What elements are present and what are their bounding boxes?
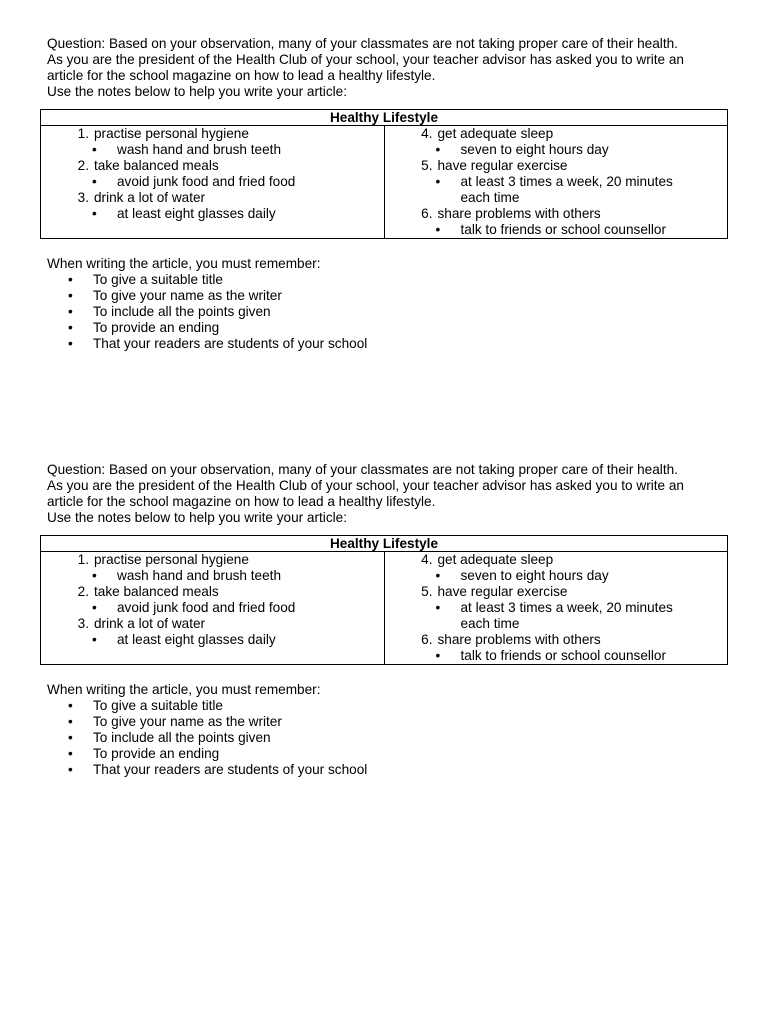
sub-point [385, 616, 728, 632]
sub-point-text: at least 3 times a week, 20 minutes [460, 600, 673, 615]
sub-point-text: wash hand and brush teeth [117, 568, 282, 583]
sub-point [385, 648, 728, 664]
note-item [41, 616, 384, 632]
note-item [41, 552, 384, 568]
bullet-icon: • [435, 600, 441, 615]
notes-column-left [41, 126, 385, 239]
list-item [47, 320, 768, 336]
note-item [41, 584, 384, 600]
reminder-text: To include all the points given [93, 304, 271, 319]
sub-point [41, 174, 384, 190]
bullet-icon: • [68, 288, 73, 303]
reminder-text: To give your name as the writer [93, 288, 282, 303]
table-title: Healthy Lifestyle [41, 536, 728, 552]
reminder-list [47, 698, 768, 778]
note-text: get adequate sleep [437, 126, 554, 141]
list-item [47, 746, 768, 762]
list-item [47, 698, 768, 714]
note-item [385, 206, 728, 222]
reminder-text: To include all the points given [93, 730, 271, 745]
bullet-icon: • [435, 142, 441, 157]
sub-point-text: talk to friends or school counsellor [460, 648, 667, 663]
sub-point-text: seven to eight hours day [460, 568, 609, 583]
sub-point-text: talk to friends or school counsellor [460, 222, 667, 237]
reminder-list [47, 272, 768, 352]
note-number: 4. [421, 552, 433, 567]
note-number: 1. [77, 126, 89, 141]
note-item [41, 158, 384, 174]
list-item [47, 336, 768, 352]
note-number: 5. [421, 158, 433, 173]
notes-column-right [384, 126, 728, 239]
bullet-icon: • [92, 174, 97, 189]
bullet-icon: • [68, 730, 73, 745]
question-line: Use the notes below to help you write your article: [47, 84, 347, 99]
question-line: As you are the president of the Health Club of your school, your teacher advisor has asked you to write an [47, 52, 684, 67]
table-title: Healthy Lifestyle [41, 110, 728, 126]
bullet-icon: • [92, 600, 97, 615]
list-item [47, 288, 768, 304]
note-item [385, 632, 728, 648]
note-item [41, 126, 384, 142]
note-number: 1. [77, 552, 89, 567]
reminder-text: To provide an ending [93, 746, 220, 761]
sub-point [41, 568, 384, 584]
reminder-text: To give your name as the writer [93, 714, 282, 729]
note-number: 5. [421, 584, 433, 599]
note-text: have regular exercise [437, 584, 568, 599]
notes-table [40, 109, 728, 239]
reminder-text: That your readers are students of your school [93, 336, 368, 351]
sub-point-text: seven to eight hours day [460, 142, 609, 157]
note-number: 2. [77, 584, 89, 599]
bullet-icon: • [92, 206, 97, 221]
sub-point-text: avoid junk food and fried food [117, 174, 296, 189]
question-line: article for the school magazine on how to lead a healthy lifestyle. [47, 68, 436, 83]
sub-point [385, 142, 728, 158]
question-line: As you are the president of the Health Club of your school, your teacher advisor has asked you to write an [47, 478, 684, 493]
note-text: share problems with others [437, 206, 601, 221]
list-item [47, 272, 768, 288]
bullet-icon: • [68, 746, 73, 761]
note-number: 6. [421, 206, 433, 221]
question-block [0, 462, 768, 778]
sub-point [385, 174, 728, 190]
sub-point-text: each time [460, 616, 520, 631]
note-item [385, 552, 728, 568]
bullet-icon: • [68, 320, 73, 335]
bullet-icon: • [68, 714, 73, 729]
sub-point [41, 600, 384, 616]
question-block [0, 36, 768, 352]
reminder-text: To give a suitable title [93, 698, 223, 713]
bullet-icon: • [92, 568, 97, 583]
note-text: practise personal hygiene [94, 126, 249, 141]
bullet-icon: • [68, 304, 73, 319]
bullet-icon: • [68, 336, 73, 351]
table-row [41, 552, 728, 665]
sub-point [385, 568, 728, 584]
note-text: have regular exercise [437, 158, 568, 173]
sub-point-text: wash hand and brush teeth [117, 142, 282, 157]
list-item [47, 714, 768, 730]
note-text: share problems with others [437, 632, 601, 647]
note-text: take balanced meals [94, 158, 219, 173]
sub-point-text: avoid junk food and fried food [117, 600, 296, 615]
bullet-icon: • [68, 698, 73, 713]
list-item [47, 762, 768, 778]
note-item [385, 584, 728, 600]
note-item [385, 126, 728, 142]
reminder-intro: When writing the article, you must remember: [47, 682, 321, 697]
reminder-text: That your readers are students of your school [93, 762, 368, 777]
sub-point [385, 600, 728, 616]
reminder-section [47, 682, 768, 778]
question-text [47, 462, 737, 526]
sub-point-text: at least 3 times a week, 20 minutes [460, 174, 673, 189]
sub-point-text: each time [460, 190, 520, 205]
question-line: Question: Based on your observation, many of your classmates are not taking proper care of their health. [47, 462, 678, 477]
sub-point [41, 632, 384, 648]
question-text [47, 36, 737, 100]
reminder-text: To give a suitable title [93, 272, 223, 287]
bullet-icon: • [435, 568, 441, 583]
bullet-icon: • [92, 632, 97, 647]
list-item [47, 730, 768, 746]
note-text: practise personal hygiene [94, 552, 249, 567]
notes-column-right [384, 552, 728, 665]
note-item [41, 190, 384, 206]
bullet-icon: • [435, 222, 441, 237]
sub-point [385, 190, 728, 206]
sub-point-text: at least eight glasses daily [117, 632, 276, 647]
question-line: article for the school magazine on how to lead a healthy lifestyle. [47, 494, 436, 509]
note-number: 6. [421, 632, 433, 647]
bullet-icon: • [435, 648, 441, 663]
notes-column-left [41, 552, 385, 665]
bullet-icon: • [435, 174, 441, 189]
sub-point [41, 206, 384, 222]
bullet-icon: • [92, 142, 97, 157]
sub-point-text: at least eight glasses daily [117, 206, 276, 221]
bullet-icon: • [68, 762, 73, 777]
note-item [385, 158, 728, 174]
table-row [41, 126, 728, 239]
note-number: 3. [77, 616, 89, 631]
sub-point [385, 222, 728, 238]
note-number: 3. [77, 190, 89, 205]
list-item [47, 304, 768, 320]
question-line: Use the notes below to help you write your article: [47, 510, 347, 525]
note-text: drink a lot of water [94, 616, 206, 631]
notes-table [40, 535, 728, 665]
question-line: Question: Based on your observation, many of your classmates are not taking proper care of their health. [47, 36, 678, 51]
note-text: drink a lot of water [94, 190, 206, 205]
reminder-text: To provide an ending [93, 320, 220, 335]
note-number: 2. [77, 158, 89, 173]
reminder-section [47, 256, 768, 352]
sub-point [41, 142, 384, 158]
reminder-intro: When writing the article, you must remember: [47, 256, 321, 271]
note-text: get adequate sleep [437, 552, 554, 567]
bullet-icon: • [68, 272, 73, 287]
note-text: take balanced meals [94, 584, 219, 599]
note-number: 4. [421, 126, 433, 141]
